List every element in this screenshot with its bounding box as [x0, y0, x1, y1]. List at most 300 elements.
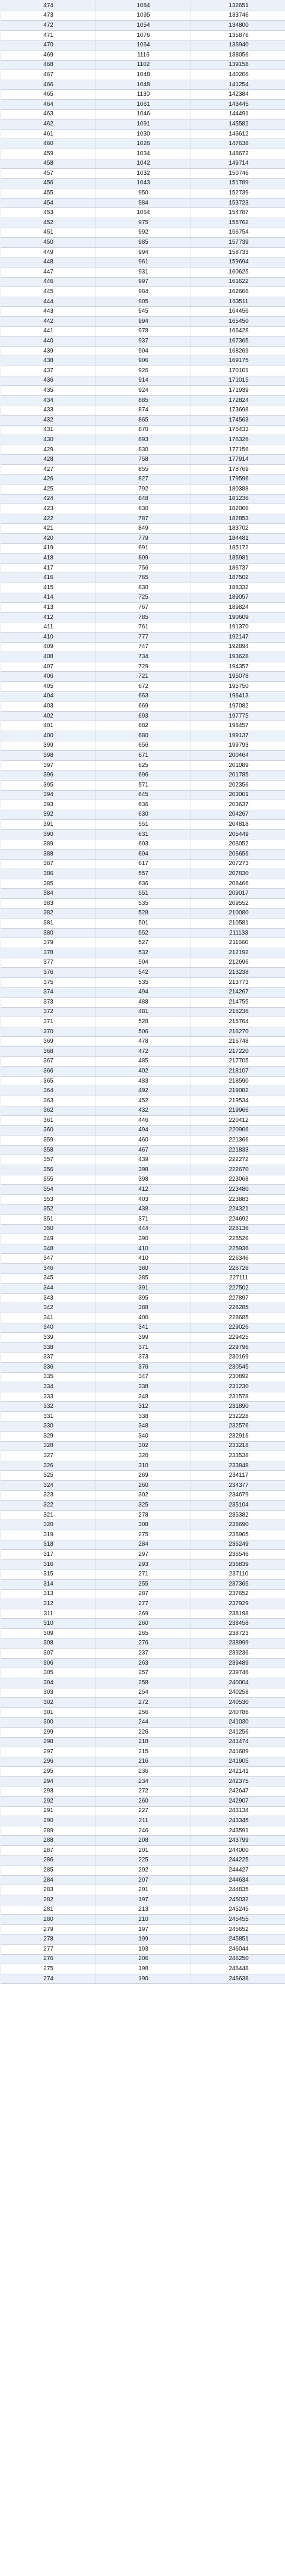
cumulative-cell: 210080 — [191, 908, 285, 919]
count-cell: 696 — [96, 770, 191, 781]
count-cell: 269 — [96, 1609, 191, 1619]
cumulative-cell: 228685 — [191, 1313, 285, 1323]
score-cell: 282 — [1, 1895, 96, 1905]
score-cell: 389 — [1, 839, 96, 850]
table-row — [1, 464, 285, 474]
count-cell: 830 — [96, 583, 191, 593]
cumulative-cell: 245652 — [191, 1924, 285, 1935]
score-cell: 277 — [1, 1944, 96, 1954]
score-cell: 388 — [1, 850, 96, 860]
table-row — [1, 741, 285, 751]
table-row — [1, 1707, 285, 1718]
cumulative-cell: 142384 — [191, 90, 285, 100]
count-cell: 446 — [96, 1116, 191, 1126]
cumulative-cell: 202356 — [191, 780, 285, 790]
score-cell: 379 — [1, 938, 96, 948]
cumulative-cell: 144491 — [191, 109, 285, 119]
table-row — [1, 1905, 285, 1915]
table-row — [1, 810, 285, 820]
score-cell: 297 — [1, 1747, 96, 1757]
score-cell: 415 — [1, 583, 96, 593]
score-cell: 459 — [1, 149, 96, 159]
cumulative-cell: 189824 — [191, 603, 285, 613]
score-cell: 402 — [1, 711, 96, 721]
cumulative-cell: 228285 — [191, 1303, 285, 1313]
score-cell: 333 — [1, 1392, 96, 1402]
count-cell: 893 — [96, 435, 191, 445]
table-row — [1, 1125, 285, 1136]
cumulative-cell: 170101 — [191, 366, 285, 376]
count-cell: 756 — [96, 563, 191, 573]
cumulative-cell: 218107 — [191, 1067, 285, 1077]
score-cell: 404 — [1, 691, 96, 702]
count-cell: 528 — [96, 1017, 191, 1027]
cumulative-cell: 212696 — [191, 958, 285, 968]
count-cell: 483 — [96, 1076, 191, 1086]
table-row — [1, 70, 285, 80]
table-row — [1, 1056, 285, 1067]
table-row — [1, 178, 285, 188]
cumulative-cell: 241256 — [191, 1727, 285, 1737]
score-cell: 302 — [1, 1698, 96, 1708]
score-cell: 464 — [1, 99, 96, 109]
cumulative-cell: 204267 — [191, 810, 285, 820]
count-cell: 1064 — [96, 40, 191, 51]
cumulative-cell: 246250 — [191, 1954, 285, 1964]
count-cell: 1030 — [96, 129, 191, 139]
table-row — [1, 652, 285, 662]
score-cell: 376 — [1, 968, 96, 978]
count-cell: 1064 — [96, 208, 191, 218]
count-cell: 271 — [96, 1569, 191, 1580]
count-cell: 617 — [96, 859, 191, 869]
count-cell: 849 — [96, 524, 191, 534]
table-row — [1, 257, 285, 268]
cumulative-cell: 219966 — [191, 1106, 285, 1116]
cumulative-cell: 183702 — [191, 524, 285, 534]
table-row — [1, 474, 285, 485]
score-cell: 314 — [1, 1580, 96, 1590]
cumulative-cell: 192894 — [191, 642, 285, 652]
table-row — [1, 790, 285, 800]
count-cell: 284 — [96, 1540, 191, 1550]
table-row — [1, 987, 285, 998]
score-cell: 443 — [1, 307, 96, 317]
table-row — [1, 326, 285, 336]
score-cell: 299 — [1, 1727, 96, 1737]
table-row — [1, 1313, 285, 1323]
score-cell: 293 — [1, 1786, 96, 1797]
table-row — [1, 948, 285, 958]
score-cell: 411 — [1, 622, 96, 633]
count-cell: 234 — [96, 1776, 191, 1786]
table-row — [1, 109, 285, 119]
count-cell: 478 — [96, 1037, 191, 1047]
cumulative-cell: 245851 — [191, 1935, 285, 1945]
count-cell: 874 — [96, 405, 191, 416]
cumulative-cell: 192147 — [191, 633, 285, 643]
count-cell: 348 — [96, 1421, 191, 1432]
count-cell: 197 — [96, 1924, 191, 1935]
score-cell: 362 — [1, 1106, 96, 1116]
cumulative-cell: 209552 — [191, 899, 285, 909]
count-cell: 551 — [96, 889, 191, 899]
cumulative-cell: 241030 — [191, 1718, 285, 1728]
table-row — [1, 1224, 285, 1234]
table-row — [1, 40, 285, 51]
table-row — [1, 563, 285, 573]
table-row — [1, 297, 285, 307]
score-cell: 320 — [1, 1520, 96, 1530]
cumulative-cell: 237365 — [191, 1580, 285, 1590]
table-row — [1, 1885, 285, 1895]
cumulative-cell: 138056 — [191, 50, 285, 60]
score-cell: 398 — [1, 751, 96, 761]
count-cell: 485 — [96, 1056, 191, 1067]
cumulative-cell: 241689 — [191, 1747, 285, 1757]
count-cell: 257 — [96, 1668, 191, 1678]
table-row — [1, 346, 285, 356]
score-cell: 471 — [1, 30, 96, 40]
cumulative-cell: 219534 — [191, 1096, 285, 1106]
count-cell: 341 — [96, 1323, 191, 1333]
score-cell: 381 — [1, 919, 96, 929]
count-cell: 400 — [96, 1313, 191, 1323]
table-row — [1, 1037, 285, 1047]
cumulative-cell: 231230 — [191, 1382, 285, 1392]
score-cell: 465 — [1, 90, 96, 100]
score-cell: 470 — [1, 40, 96, 51]
table-row — [1, 208, 285, 218]
table-row — [1, 977, 285, 987]
score-cell: 396 — [1, 770, 96, 781]
score-cell: 336 — [1, 1362, 96, 1372]
score-cell: 446 — [1, 277, 96, 287]
count-cell: 226 — [96, 1727, 191, 1737]
table-row — [1, 1895, 285, 1905]
score-cell: 338 — [1, 1342, 96, 1353]
count-cell: 906 — [96, 356, 191, 366]
count-cell: 672 — [96, 681, 191, 691]
table-row — [1, 1609, 285, 1619]
cumulative-cell: 155762 — [191, 218, 285, 228]
table-row — [1, 702, 285, 712]
score-cell: 438 — [1, 356, 96, 366]
score-cell: 345 — [1, 1273, 96, 1284]
cumulative-cell: 238458 — [191, 1619, 285, 1629]
score-cell: 366 — [1, 1067, 96, 1077]
cumulative-cell: 156754 — [191, 228, 285, 238]
count-cell: 1026 — [96, 139, 191, 149]
cumulative-cell: 238999 — [191, 1638, 285, 1649]
cumulative-cell: 241905 — [191, 1757, 285, 1767]
count-cell: 190 — [96, 1974, 191, 1984]
score-cell: 317 — [1, 1550, 96, 1560]
count-cell: 506 — [96, 1027, 191, 1037]
cumulative-cell: 165450 — [191, 317, 285, 327]
score-cell: 431 — [1, 425, 96, 435]
table-row — [1, 1185, 285, 1195]
cumulative-cell: 197775 — [191, 711, 285, 721]
table-row — [1, 1175, 285, 1185]
table-row — [1, 1204, 285, 1215]
table-row — [1, 1402, 285, 1412]
count-cell: 439 — [96, 1155, 191, 1165]
score-cell: 359 — [1, 1136, 96, 1146]
table-row — [1, 1826, 285, 1836]
score-cell: 365 — [1, 1076, 96, 1086]
count-cell: 848 — [96, 494, 191, 504]
table-row — [1, 1303, 285, 1313]
score-cell: 318 — [1, 1540, 96, 1550]
table-row — [1, 672, 285, 682]
count-cell: 201 — [96, 1885, 191, 1895]
cumulative-cell: 222670 — [191, 1165, 285, 1175]
cumulative-cell: 171015 — [191, 376, 285, 386]
score-cell: 321 — [1, 1510, 96, 1520]
cumulative-cell: 201089 — [191, 760, 285, 770]
count-cell: 501 — [96, 919, 191, 929]
count-cell: 885 — [96, 395, 191, 405]
cumulative-cell: 134800 — [191, 21, 285, 31]
score-cell: 390 — [1, 829, 96, 839]
cumulative-cell: 243134 — [191, 1806, 285, 1816]
cumulative-cell: 234117 — [191, 1471, 285, 1481]
cumulative-cell: 195078 — [191, 672, 285, 682]
count-cell: 197 — [96, 1895, 191, 1905]
cumulative-cell: 234679 — [191, 1490, 285, 1501]
count-cell: 225 — [96, 1855, 191, 1866]
table-row — [1, 968, 285, 978]
count-cell: 671 — [96, 751, 191, 761]
count-cell: 460 — [96, 1136, 191, 1146]
table-row — [1, 455, 285, 465]
count-cell: 645 — [96, 790, 191, 800]
table-row — [1, 850, 285, 860]
cumulative-cell: 237652 — [191, 1589, 285, 1599]
count-cell: 198 — [96, 1964, 191, 1974]
table-row — [1, 879, 285, 889]
count-cell: 997 — [96, 277, 191, 287]
count-cell: 721 — [96, 672, 191, 682]
cumulative-cell: 230169 — [191, 1353, 285, 1363]
table-row — [1, 1520, 285, 1530]
score-cell: 364 — [1, 1086, 96, 1096]
table-row — [1, 1806, 285, 1816]
count-cell: 403 — [96, 1194, 191, 1204]
table-row — [1, 1875, 285, 1885]
cumulative-cell: 168269 — [191, 346, 285, 356]
count-cell: 994 — [96, 317, 191, 327]
count-cell: 227 — [96, 1806, 191, 1816]
table-row — [1, 928, 285, 938]
table-row — [1, 908, 285, 919]
score-cell: 457 — [1, 169, 96, 179]
table-row — [1, 1540, 285, 1550]
score-cell: 448 — [1, 257, 96, 268]
score-cell: 425 — [1, 485, 96, 495]
cumulative-cell: 234377 — [191, 1481, 285, 1491]
count-cell: 1048 — [96, 80, 191, 90]
table-row — [1, 1362, 285, 1372]
cumulative-cell: 235104 — [191, 1501, 285, 1511]
score-cell: 419 — [1, 543, 96, 553]
score-cell: 399 — [1, 741, 96, 751]
cumulative-cell: 178769 — [191, 464, 285, 474]
table-row — [1, 287, 285, 297]
table-row — [1, 149, 285, 159]
count-cell: 961 — [96, 257, 191, 268]
cumulative-cell: 158733 — [191, 247, 285, 257]
score-cell: 455 — [1, 188, 96, 199]
cumulative-cell: 146612 — [191, 129, 285, 139]
score-table — [1, 1, 285, 1984]
cumulative-cell: 207273 — [191, 859, 285, 869]
count-cell: 931 — [96, 268, 191, 278]
score-cell: 306 — [1, 1658, 96, 1668]
table-row — [1, 731, 285, 741]
table-row — [1, 159, 285, 169]
score-cell: 400 — [1, 731, 96, 741]
score-cell: 311 — [1, 1609, 96, 1619]
score-cell: 436 — [1, 376, 96, 386]
count-cell: 272 — [96, 1786, 191, 1797]
cumulative-cell: 221833 — [191, 1145, 285, 1155]
table-row — [1, 1116, 285, 1126]
score-cell: 334 — [1, 1382, 96, 1392]
score-cell: 283 — [1, 1885, 96, 1895]
cumulative-cell: 246638 — [191, 1974, 285, 1984]
score-cell: 409 — [1, 642, 96, 652]
count-cell: 216 — [96, 1757, 191, 1767]
count-cell: 201 — [96, 1846, 191, 1856]
count-cell: 785 — [96, 612, 191, 622]
count-cell: 432 — [96, 1106, 191, 1116]
cumulative-cell: 246044 — [191, 1944, 285, 1954]
score-cell: 401 — [1, 721, 96, 731]
cumulative-cell: 147638 — [191, 139, 285, 149]
cumulative-cell: 206052 — [191, 839, 285, 850]
count-cell: 297 — [96, 1550, 191, 1560]
count-cell: 312 — [96, 1402, 191, 1412]
cumulative-cell: 236546 — [191, 1550, 285, 1560]
cumulative-cell: 180388 — [191, 485, 285, 495]
score-cell: 279 — [1, 1924, 96, 1935]
score-cell: 285 — [1, 1866, 96, 1876]
table-row — [1, 1757, 285, 1767]
score-cell: 435 — [1, 386, 96, 396]
score-cell: 393 — [1, 800, 96, 810]
score-cell: 281 — [1, 1905, 96, 1915]
cumulative-cell: 235382 — [191, 1510, 285, 1520]
table-row — [1, 780, 285, 790]
cumulative-cell: 225136 — [191, 1224, 285, 1234]
count-cell: 767 — [96, 603, 191, 613]
table-row — [1, 681, 285, 691]
count-cell: 376 — [96, 1362, 191, 1372]
cumulative-cell: 207830 — [191, 869, 285, 879]
table-row — [1, 1767, 285, 1777]
count-cell: 278 — [96, 1510, 191, 1520]
cumulative-cell: 201785 — [191, 770, 285, 781]
score-cell: 309 — [1, 1628, 96, 1638]
count-cell: 669 — [96, 702, 191, 712]
cumulative-cell: 236249 — [191, 1540, 285, 1550]
count-cell: 308 — [96, 1520, 191, 1530]
table-row — [1, 721, 285, 731]
count-cell: 765 — [96, 573, 191, 583]
score-cell: 329 — [1, 1432, 96, 1442]
table-row — [1, 90, 285, 100]
table-row — [1, 1215, 285, 1225]
count-cell: 1042 — [96, 159, 191, 169]
count-cell: 371 — [96, 1215, 191, 1225]
count-cell: 310 — [96, 1461, 191, 1471]
count-cell: 402 — [96, 1067, 191, 1077]
cumulative-cell: 190609 — [191, 612, 285, 622]
count-cell: 208 — [96, 1836, 191, 1846]
table-row — [1, 1451, 285, 1461]
count-cell: 348 — [96, 1392, 191, 1402]
cumulative-cell: 139158 — [191, 60, 285, 70]
count-cell: 1091 — [96, 119, 191, 130]
table-row — [1, 1086, 285, 1096]
cumulative-cell: 223068 — [191, 1175, 285, 1185]
count-cell: 244 — [96, 1718, 191, 1728]
cumulative-cell: 132651 — [191, 1, 285, 11]
score-cell: 278 — [1, 1935, 96, 1945]
table-row — [1, 711, 285, 721]
count-cell: 636 — [96, 879, 191, 889]
count-cell: 1032 — [96, 169, 191, 179]
table-row — [1, 1589, 285, 1599]
table-row — [1, 820, 285, 830]
count-cell: 373 — [96, 1353, 191, 1363]
count-cell: 254 — [96, 1688, 191, 1698]
count-cell: 527 — [96, 938, 191, 948]
table-row — [1, 633, 285, 643]
score-cell: 413 — [1, 603, 96, 613]
count-cell: 663 — [96, 691, 191, 702]
table-row — [1, 869, 285, 879]
cumulative-cell: 211660 — [191, 938, 285, 948]
cumulative-cell: 140206 — [191, 70, 285, 80]
table-row — [1, 1333, 285, 1343]
score-table-body — [1, 1, 285, 1984]
count-cell: 926 — [96, 366, 191, 376]
cumulative-cell: 216270 — [191, 1027, 285, 1037]
count-cell: 557 — [96, 869, 191, 879]
cumulative-cell: 171939 — [191, 386, 285, 396]
table-row — [1, 543, 285, 553]
score-cell: 367 — [1, 1056, 96, 1067]
table-row — [1, 751, 285, 761]
score-cell: 385 — [1, 879, 96, 889]
cumulative-cell: 182066 — [191, 504, 285, 514]
score-cell: 350 — [1, 1224, 96, 1234]
count-cell: 1102 — [96, 60, 191, 70]
score-cell: 447 — [1, 268, 96, 278]
count-cell: 504 — [96, 958, 191, 968]
score-cell: 316 — [1, 1559, 96, 1569]
count-cell: 215 — [96, 1747, 191, 1757]
score-cell: 463 — [1, 109, 96, 119]
score-cell: 378 — [1, 948, 96, 958]
table-row — [1, 11, 285, 21]
table-row — [1, 1145, 285, 1155]
score-cell: 450 — [1, 238, 96, 248]
count-cell: 263 — [96, 1658, 191, 1668]
